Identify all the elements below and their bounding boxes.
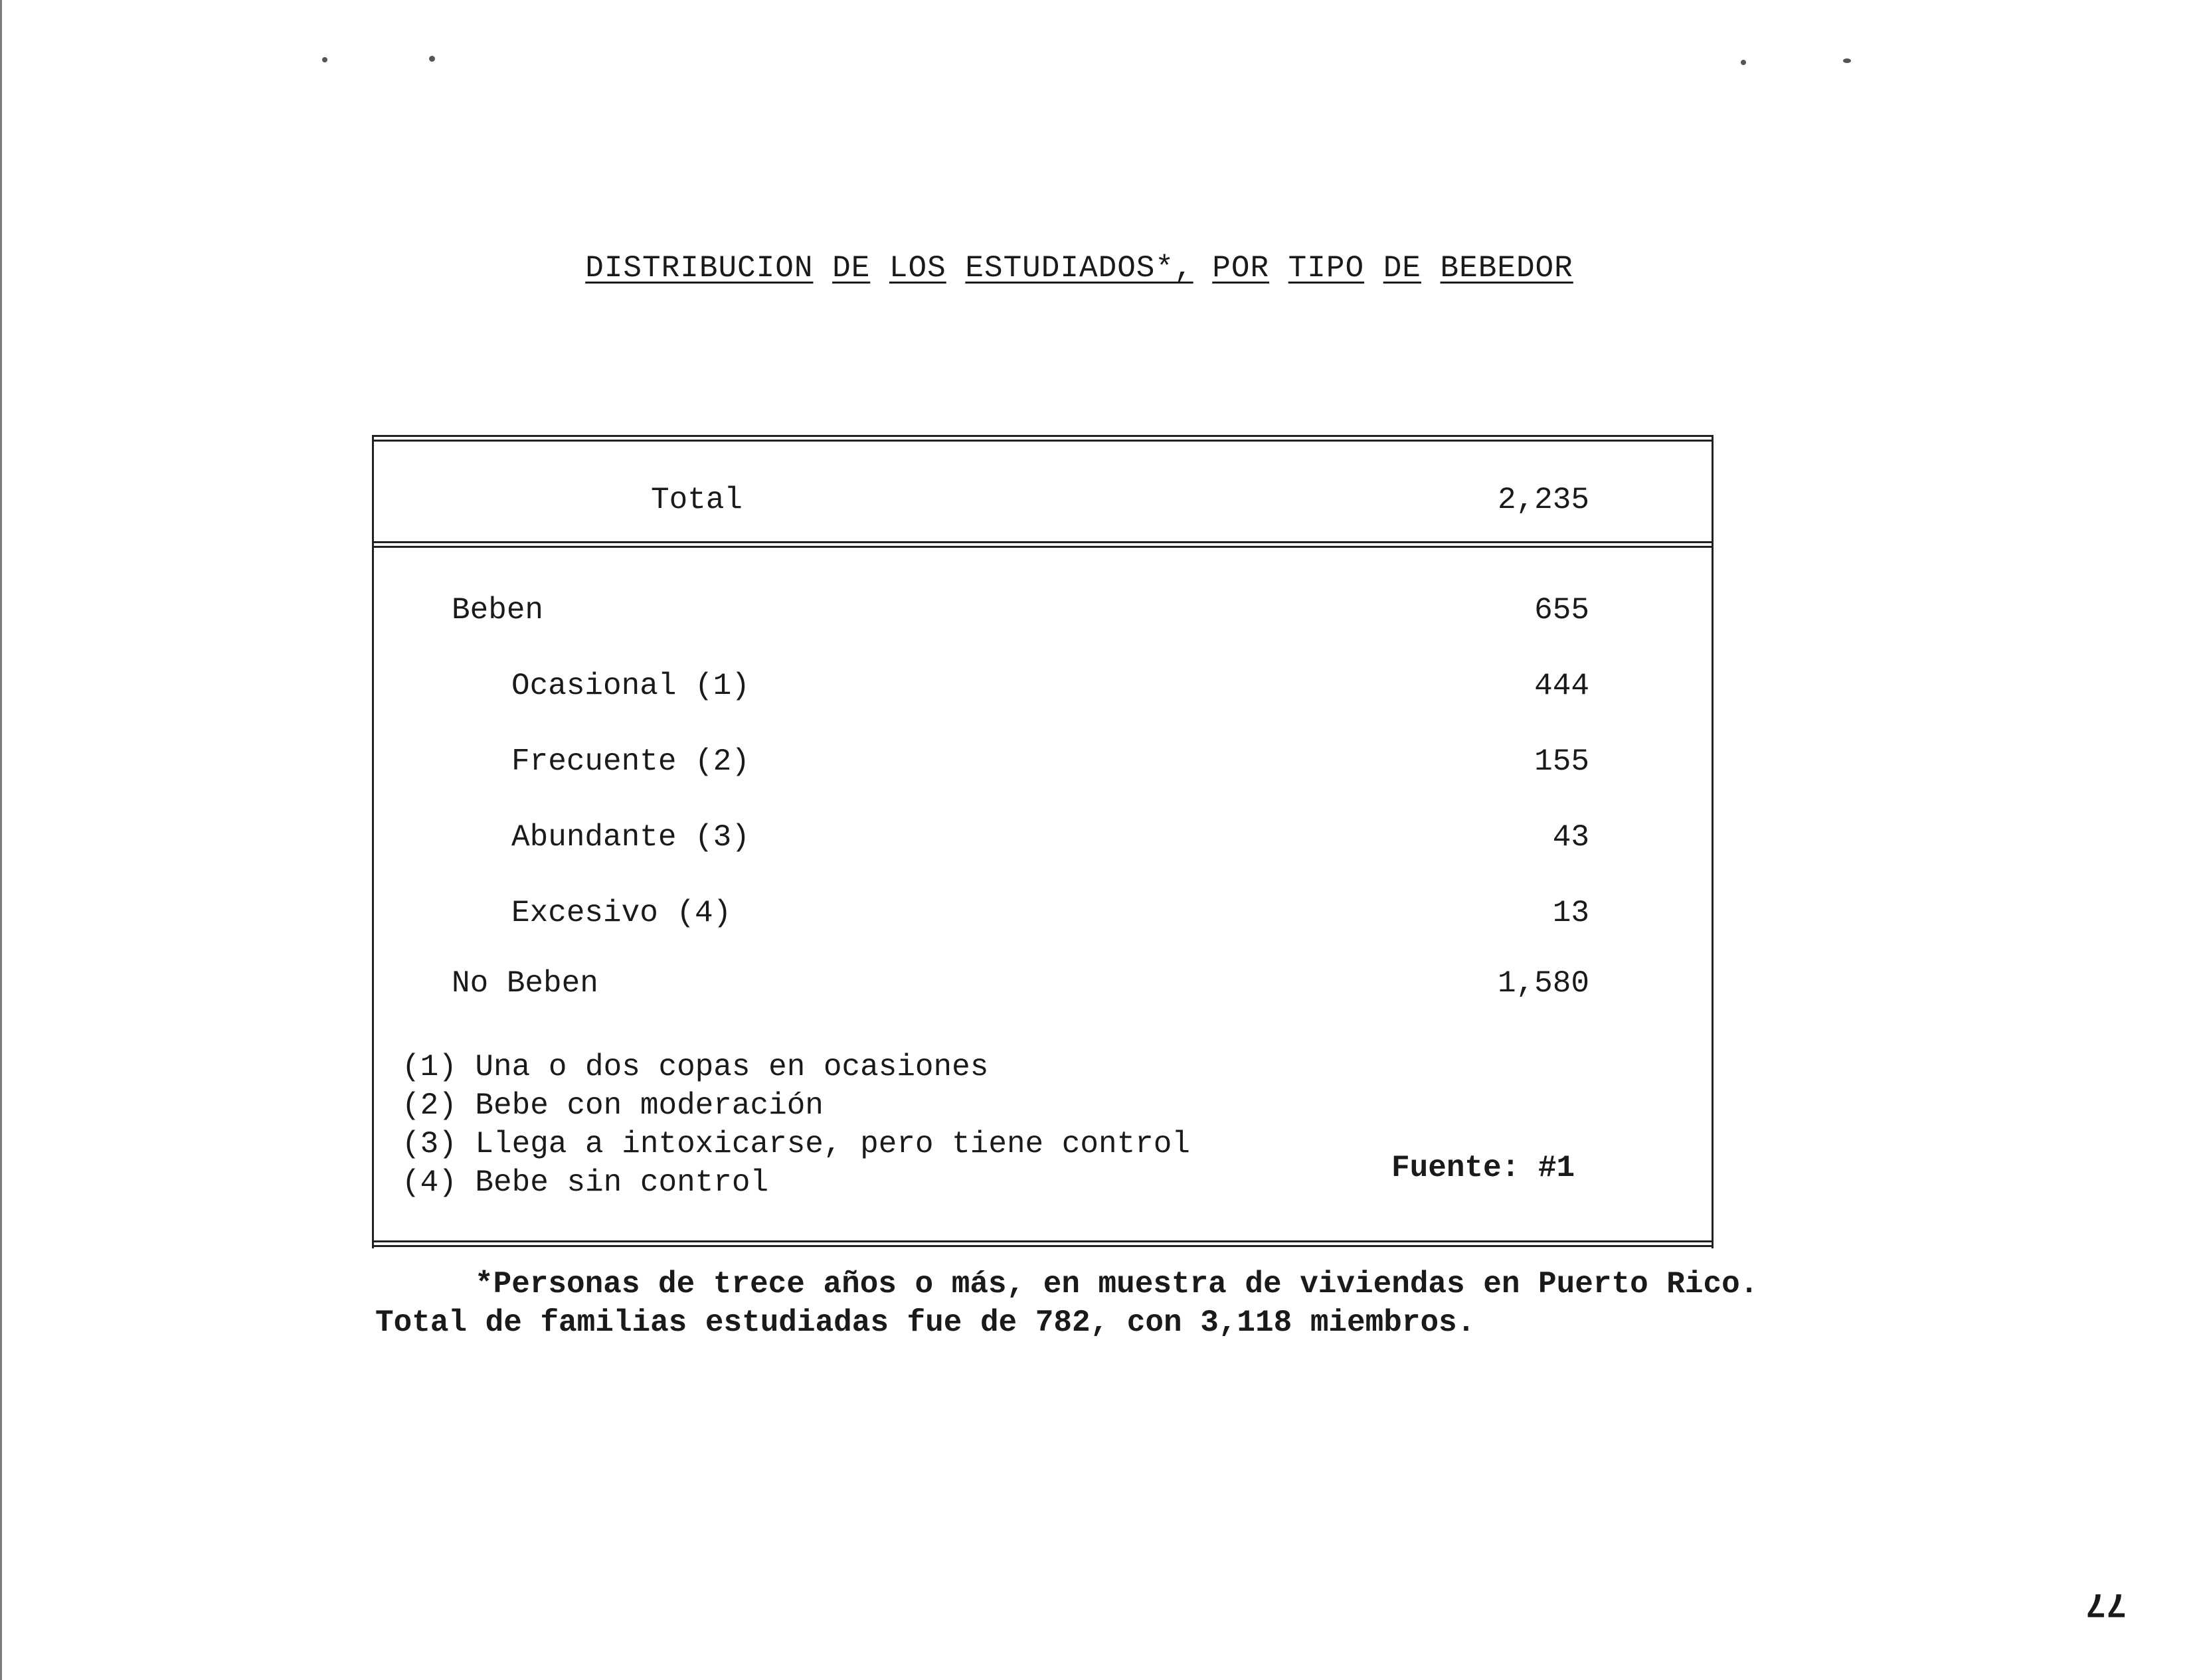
title-word: DE [1383, 251, 1421, 286]
row-value-ocasional: 444 [1534, 669, 1589, 703]
total-label: Total [651, 483, 743, 517]
scan-speck [429, 56, 435, 62]
total-value: 2,235 [1497, 483, 1589, 517]
row-label-beben: Beben [452, 593, 544, 628]
title-word: DE [832, 251, 871, 286]
row-label-frecuente: Frecuente (2) [511, 744, 750, 779]
note-item: (4) Bebe sin control [402, 1165, 769, 1200]
title-word: POR [1212, 251, 1270, 286]
scan-speck [1741, 60, 1746, 65]
footnote-line: Total de familias estudiadas fue de 782, con 3,118 miembros. [375, 1305, 1476, 1340]
title-word: LOS [889, 251, 946, 286]
title-word: TIPO [1288, 251, 1365, 286]
page-number: 77 [2085, 1584, 2127, 1623]
row-label-ocasional: Ocasional (1) [511, 669, 750, 703]
scan-speck [322, 57, 327, 62]
row-value-excesivo: 13 [1552, 896, 1589, 930]
footnote [375, 1265, 1758, 1342]
row-value-frecuente: 155 [1534, 744, 1589, 779]
table-title [0, 251, 2159, 286]
note-item: (3) Llega a intoxicarse, pero tiene control [402, 1127, 1190, 1161]
table-left-border [372, 435, 374, 1248]
title-word: ESTUDIADOS*, [965, 251, 1193, 286]
title-word: DISTRIBUCION [585, 251, 814, 286]
table-right-border [1712, 435, 1714, 1248]
table-header-rule [372, 541, 1714, 548]
title-word: BEBEDOR [1440, 251, 1573, 286]
source-label: Fuente: #1 [1391, 1151, 1575, 1185]
row-label-excesivo: Excesivo (4) [511, 896, 732, 930]
data-table [372, 435, 1714, 1248]
row-value-beben: 655 [1534, 593, 1589, 628]
row-value-no-beben: 1,580 [1497, 966, 1589, 1001]
table-top-rule [372, 435, 1714, 442]
row-label-no-beben: No Beben [452, 966, 598, 1001]
note-item: (2) Bebe con moderación [402, 1088, 824, 1123]
table-notes [402, 1048, 1190, 1202]
scan-speck [1843, 58, 1851, 63]
note-item: (1) Una o dos copas en ocasiones [402, 1050, 989, 1084]
table-bottom-rule [372, 1240, 1714, 1247]
row-value-abundante: 43 [1552, 820, 1589, 855]
footnote-line: *Personas de trece años o más, en muestra de viviendas en Puerto Rico. [475, 1267, 1759, 1302]
row-label-abundante: Abundante (3) [511, 820, 750, 855]
